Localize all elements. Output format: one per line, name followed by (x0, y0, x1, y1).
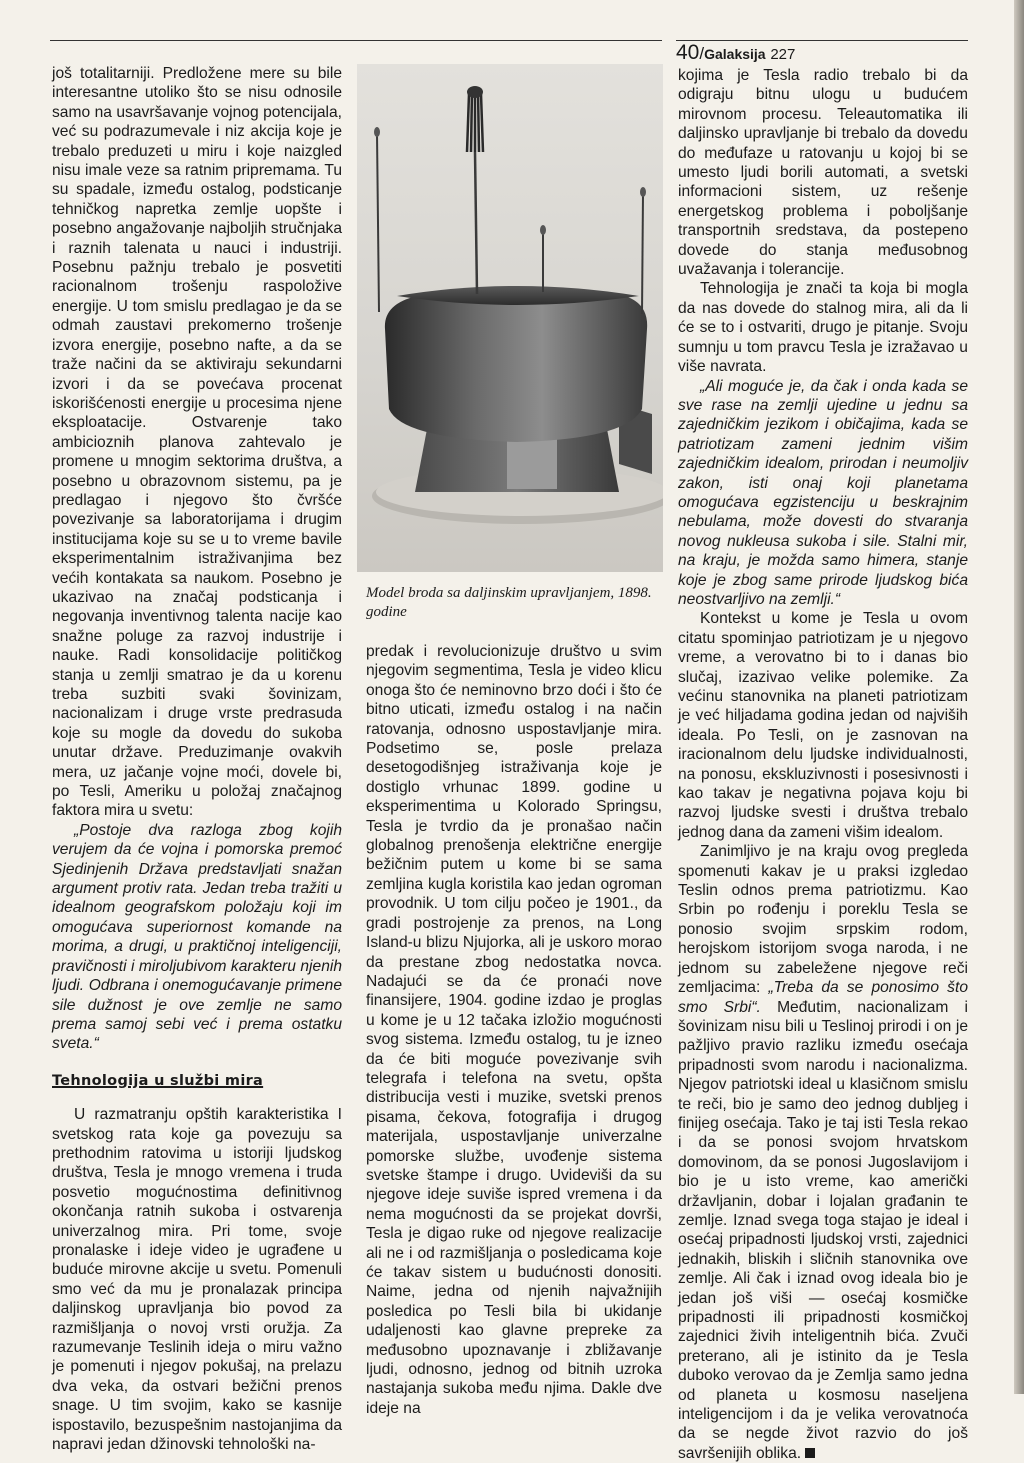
left-paragraph-1: još totalitarniji. Predložene mere su bile interesantne utoliko što se nisu odnosile samo na usavršavanje vojnog potencijala, već su podrazumevale i niz akcija koje je trebalo preduzeti u miru i koje naizgled nisu imale veze sa ratnim pripremama. Tu su spadale, između ostalog, podsticanje tehničkog napretka zemlje uopšte i posebno angažovanje najboljih stručnjaka i raznih talenata u nauci i industriji. Posebnu pažnju trebalo je posvetiti racionalnom trošenju raspoložive energije. U tom smislu predlagao je da se odmah zaustavi prekomerno trošenje izvora energije, posebno nafte, a da se traže načini da se aktiviraju sekundarni izvori i da se povećava procenat iskorišćenosti energije u procesima njene eksploatacije. Ostvarenje tako ambicioznih planova zahtevalo je promene u mnogim sektorima društva, a posebno u obrazovnom sistemu, pa je predlagao i njegovo što čvršće povezivanje sa laboratorijama i drugim institucijama koje su se u to vreme bavile eksperimentalnim istraživanjima bez većih kontakata sa naukom. Posebno je ukazivao na značaj podsticanja i negovanja inventivnog talenta nacije kao snažne poluge za razvoj industrije i nauke. Radi konsolidacije političkog stanja u zemlji smatrao je da u korenu treba suzbiti svaki šovinizam, nacionalizam i druge vrste predrasuda koje su mogle da dovedu do sukoba unutar države. Preduzimanje ovakvih mera, uz jačanje vojne moći, dovele bi, po Tesli, Ameriku u položaj značajnog faktora mira u svetu: (52, 65, 342, 820)
mast-left (377, 134, 379, 312)
top-rule-right (676, 40, 968, 41)
page-folio: 40/Galaksija 227 (676, 41, 796, 64)
mast-center (475, 152, 477, 294)
right-paragraph-4-after: Međutim, nacionalizam i šovinizam nisu bili u Teslinoj prirodi i on je pažljivo pravio razliku između osećaja pripadnosti svom narodu i nacionalizma. Njegov patriotski ideal u klasičnom smislu te reči, bio je samo deo jednog dubljeg i finijeg osećaja. Tako je taj isti Tesla rekao i da se ponosi svojom hrvatskom domovinom, da se ponosi Jugoslavijom i bio je u isto vreme, kao američki državljanin, dobar i lojalan građanin te zemlje. Iznad svega toga stajao je ideal i osećaj pripadnosti ljudskoj vrsti, zajednici jednakih, bliskih i sličnih stanovnika ove zemlje. Ali čak i iznad ovog ideala bio je jedan još viši — osećaj kosmičke pripadnosti ili pripadnosti kosmičkoj zajednici živih inteligentnih bića. Zvuči preterano, ali je istinito da je Tesla duboko verovao da je Zemlja samo jedna od planeta u kosmosu naseljena inteligencijom i da je velika verovatnoća da se negde život razvio do još savršenijih oblika. (678, 998, 968, 1462)
right-paragraph-4 (678, 842, 968, 1463)
right-paragraph-1: kojima je Tesla radio trebalo bi da odigraju bitnu ulogu u budućem mirovnom procesu. Teleautomatika ili daljinsko upravljanje bi trebalo da dovedu do međufaze u ratovanju u kojoj bi se umesto ljudi borili automati, a svetski informacioni sistem, uz rešenje energetskog problema i poboljšanje transportnih sredstava, da postepeno dovede do stanja međusobnog uvažavanja i tolerancije. (678, 67, 968, 279)
mast-right (642, 194, 643, 314)
right-paragraph-3: Kontekst u kome je Tesla u ovom citatu spominjao patriotizam je u njegovo vreme, a verovatno bi to i danas bio slučaj, izazivao velike polemike. Za većinu stanovnika na planeti patriotizam je već hiljadama godina jedan od najviših ideala. Po Tesli, on je zasnovan na iracionalnom delu ljudske individualnosti, na ponosu, ekskluzivnosti i posesivnosti i kao takav je negativna pojava koju bi razvoj ljudske svesti i društva trebalo jednog dana da zameni višim idealom. (678, 610, 968, 841)
antenna-brush (467, 86, 483, 152)
ship-hull (385, 296, 647, 442)
page-number: 40 (676, 41, 700, 64)
ship-model-photo (357, 64, 663, 572)
column-middle (366, 642, 662, 1418)
issue-number: 227 (770, 46, 796, 63)
magazine-name: Galaksija (704, 46, 766, 62)
photo-caption: Model broda sa daljinskim upravljanjem, 1898. godine (366, 585, 652, 620)
top-rule-left (50, 40, 662, 41)
middle-paragraph-1: predak i revolucionizuje društvo u svim njegovim segmentima, Tesla je video klicu onoga što će neminovno brzo doći i što će bitno uticati, između ostalog i na način ratovanja, odnosno uspostavljanje mira. Podsetimo se, posle prelaza desetogodišnjeg istraživanja koje je dostiglo vrhunac 1899. godine u eksperimentima u Kolorado Springsu, Tesla je tvrdio da je pronašao način globalnog prenošenja električne energije bežičnim putem u kome bi se sama zemljina kugla koristila kao jedan ogroman provodnik. U tom cilju počeo je 1901., da gradi postrojenje za prenos, na Long Island-u blizu Njujorka, ali je uskoro morao da prestane zbog nedostatka novca. Nadajući se da će pronaći nove finansijere, 1904. godine izdao je proglas u kome je u 12 tačaka izložio mogućnosti svog sistema. Između ostalog, tu je izneo da će biti moguće povezivanje svih telegrafa i telefona na svetu, opšta distribucija vesti i muzike, svetski prenos pisama, čekova, fotografija i drugog materijala, uspostavljanje univerzalne pomorske službe, uvođenje sistema svetske štampe i drugo. Uvideviši da su njegove ideje suviše ispred vremena i da nema mogućnosti da se projekat dovrši, Tesla je digao ruke od njegove realizacije ali ne i od razmišljanja o posledicama koje će takav sistem u budućnosti donositi. Naime, jedna od njenih najvažnijih posledica po Tesli bila bi ukidanje udaljenosti kao glavne prepreke za međusobno upoznavanje i zbližavanje ljudi, odnosno, jednog od bitnih uzroka nastajanja sukoba među njima. Dakle dve ideje na (366, 643, 662, 1417)
right-quote-1: „Ali moguće je, da čak i onda kada se sve rase na zemlji ujedine u jednu sa zajedničkim jezikom i običajima, kada se patriotizam zameni jednim višim zajedničkim idealom, prirodan i neumoljiv zakon, isti onaj koji planetama omogućava egzistenciju u beskrajnim nebulama, može dovesti do stvaranja novog nukleusa sukoba i sile. Stalni mir, na kraju, je možda samo himera, stanje koje je zbog same prirode ljudskog bića neostvarljivo na zemlji.“ (678, 377, 968, 608)
ship-model-illustration (357, 64, 663, 572)
column-left (52, 64, 342, 1454)
end-of-article-mark (805, 1448, 815, 1458)
page-edge (1014, 0, 1024, 1394)
left-paragraph-2: U razmatranju opštih karakteristika I svetskog rata koje ga povezuju sa prethodnim ratovima u istoriji ljudskog društva, Tesla je mnogo vremena i truda posvetio mogućnostima definitivnog okončanja ratnih sukoba i ostvarenja univerzalnog mira. Pri tome, svoje pronalaske i ideje video je ugrađene u buduće mirovne akcije u svetu. Pomenuli smo već da mu je pronalazak principa daljinskog upravljanja bio povod za razmišljanja o novoj vrsti oružja. Za razumevanje Teslinih ideja o miru važno je pomenuti i njegov pokušaj, na prelazu dva veka, da ostvari bežični prenos snage. U tim svojim, kako se kasnije ispostavilo, bezuspešnim nastojanjima da napravi jedan džinovski tehnološki na- (52, 1106, 342, 1454)
teslas-quote-serbs: „Treba da se ponosimo što smo Srbi“. (678, 979, 968, 1016)
right-paragraph-4-before: Zanimljivo je na kraju ovog pregleda spomenuti kakav je u praksi izgledao Teslin odnos prema patriotizmu. Kao Srbin po rođenju i poreklu Tesla se ponosio svojim srpskim rodom, herojskom istorijom svoga naroda, i ne jednom su zabeležene njegove reči zemljacima: (678, 843, 968, 997)
column-right (678, 66, 968, 1463)
left-quote-1: „Postoje dva razloga zbog kojih verujem da će vojna i pomorska premoć Sjedinjenih Država predstavljati snažan argument protiv rata. Jedan treba tražiti u idealnom geografskom položaju koji im omogućava superiornost komande na morima, a drugi, u praktičnoj inteligenciji, pravičnosti i miroljubivom karakteru njenih ljudi. Odbrana i onemogućavanje primene sile dužnost je ove zemlje ne samo prema samoj sebi već i prema ostatku sveta.“ (52, 821, 342, 1053)
right-paragraph-2: Tehnologija je znači ta koja bi mogla da nas dovede do stalnog mira, ali da li će se to i ostvariti, drugo je pitanje. Svoju sumnju u tom pravcu Tesla je izražavao u više navrata. (678, 280, 968, 376)
section-heading: Tehnologija u službi mira (52, 1072, 264, 1089)
